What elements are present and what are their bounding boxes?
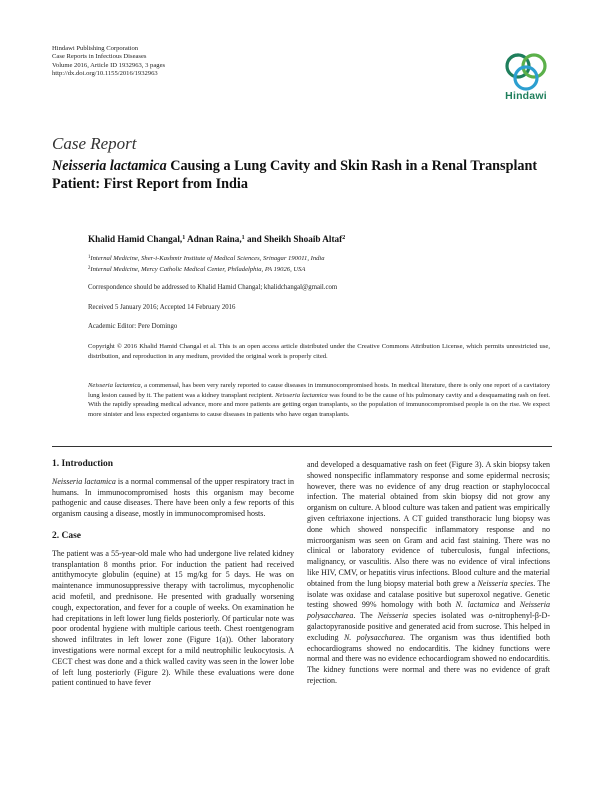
academic-editor: Academic Editor: Pere Domingo <box>88 323 178 330</box>
affil-text: Internal Medicine, Sher-i-Kashmir Institute of Medical Sciences, Srinagar 190011, India <box>90 255 325 262</box>
document-type: Case Report <box>52 134 137 153</box>
correspondence: Correspondence should be addressed to Khalid Hamid Changal; khalidchangal@gmail.com <box>88 284 338 291</box>
received-dates: Received 5 January 2016; Accepted 14 February 2016 <box>88 304 236 311</box>
author-name: Adnan Raina, <box>187 234 242 244</box>
species-name: Neisseria <box>377 611 408 621</box>
case-text: . The <box>353 611 378 621</box>
heading-case: 2. Case <box>52 530 82 541</box>
author-affil-mark: 2 <box>342 235 346 241</box>
author-name: Khalid Hamid Changal, <box>88 234 183 244</box>
affiliation <box>88 255 325 262</box>
affil-text: Internal Medicine, Mercy Catholic Medical Center, Philadelphia, PA 19026, USA <box>90 266 306 273</box>
species-name: N. lactamica <box>455 600 500 610</box>
case-text: . The organism was thus identified both echocardiograms showed no endocarditis. The kidney functions were normal and there was no evidence echocardiogram showed no endocarditis. The kidney functions were normal and there was no evidence of graft rejection. <box>307 632 551 685</box>
abstract <box>88 381 550 419</box>
case-paragraph: The patient was a 55-year-old male who had undergone live related kidney transplantation 8 months prior. For induction the patient had received antithymocyte globulin (equine) at 15 mg/kg for 5 days. He was on maintenance immunosuppressive therapy with tacrolimus, mycophenolic acid mofetil, and prednisone. He presented with gradually worsening cough, expectoration, and fever for a couple of weeks. On examination he had crepitations in left lower lung fields posteriorly. Of particular note was poor orodental hygiene with multiple carious teeth. Chest roentgenogram showed infiltrates in left lower zone (Figure 1(a)). Other laboratory investigations were normal except for a mild neutrophilic leukocytosis. A CECT chest was done and a thick walled cavity was seen in the lower lobe of left lung posteriorly (Figure 2). While these evaluations were done patient continued to have fever <box>52 548 294 688</box>
title-species: Neisseria lactamica <box>52 158 167 174</box>
doi-link[interactable]: http://dx.doi.org/10.1155/2016/1932963 <box>52 70 158 78</box>
case-text: species isolated was <box>407 611 489 621</box>
title-rest: Causing a Lung Cavity and Skin Rash in a Renal Transplant Patient: First Report from India <box>52 158 538 192</box>
chemical-prefix: o <box>488 611 493 621</box>
case-paragraph-continued <box>307 460 550 687</box>
species-name: Neisseria lactamica <box>88 382 141 389</box>
abstract-text: was found to be the cause of his pulmonary cavity and a desquamating rash on feet. With the rapidly spreading medical advance, more and more patients are getting organ transplants, so the population of immunocompromised people is on the rise. We expect more sinister and less expected organisms to cause diseases in patients who have organ transplants. <box>88 391 550 418</box>
copyright-notice: Copyright © 2016 Khalid Hamid Changal et al. This is an open access article distributed under the Creative Commons Attribution License, which permits unrestricted use, distribution, and reproduction in any medium, provided the original work is properly cited. <box>88 343 550 360</box>
affil-mark: 2 <box>88 266 91 271</box>
heading-introduction: 1. Introduction <box>52 459 114 469</box>
case-text: and <box>499 600 520 610</box>
species-name: N. polysaccharea <box>343 632 404 642</box>
section-divider <box>52 446 552 447</box>
case-text: -nitrophenyl-β-D-galactopyranoside positive and generated acid from sucrose. This helped in excluding <box>307 611 550 642</box>
species-name: Neisseria lactamica <box>52 476 116 486</box>
abstract-text: , a commensal, has been very rarely reported to cause diseases in immunocompromised hosts. In medical literature, there is only one report of a cavitatory lung lesion caused by it. The patient was a kidney transplant recipient. <box>88 382 550 399</box>
hindawi-logo-text: Hindawi <box>505 90 547 102</box>
journal-name: Case Reports in Infectious Diseases <box>52 53 147 61</box>
intro-text: is a normal commensal of the upper respiratory tract in humans. In immunocompromised hosts this organism may become pathogenic and cause diseases. There have been only a few reports of this organism causing a disease, mostly in immunocompromised hosts. <box>52 476 295 519</box>
publisher: Hindawi Publishing Corporation <box>52 45 139 52</box>
author-affil-mark: 1 <box>241 235 245 241</box>
author-list <box>88 234 345 244</box>
species-name: Neisseria lactamica <box>275 391 328 399</box>
affil-mark: 1 <box>88 255 91 260</box>
affiliation <box>88 266 305 273</box>
journal-meta <box>52 45 165 79</box>
volume-line: Volume 2016, Article ID 1932963, 3 pages <box>52 61 166 69</box>
right-column <box>307 460 550 687</box>
species-name: Neisseria polysaccharea <box>307 600 550 621</box>
author-name: and Sheikh Shoaib Altaf <box>246 234 343 244</box>
author-affil-mark: 1 <box>182 235 186 241</box>
introduction-paragraph <box>52 477 294 520</box>
article-title <box>52 158 552 193</box>
case-text: and developed a desquamative rash on feet (Figure 3). A skin biopsy taken showed nonspecific inflammatory response and some epidermal necrosis; however, there was no evidence of any drug reaction or staphylococcal infection. The material obtained from skin biopsy did not grow any organism on culture. A blood culture was taken and patient was empirically given ceftriaxone injections. A CT guided transthoracic lung biopsy was done which showed nonspecific inflammatory response and no microorganism was seen on Gram and acid fast staining. There was no clinical or laboratory evidence of tuberculosis, fungal infections, malignancy, or vasculitis. Also there was no evidence of viral infections like HIV, CMV, or hepatitis virus infections. Blood culture and the material obtained from the lung biopsy material both grew a <box>307 460 550 588</box>
species-name: Neisseria species <box>477 578 534 588</box>
case-text: . The isolate was oxidase and catalase positive but superoxol negative. Genetic testing showed 99% homology with both <box>307 578 550 610</box>
left-column <box>52 459 294 689</box>
